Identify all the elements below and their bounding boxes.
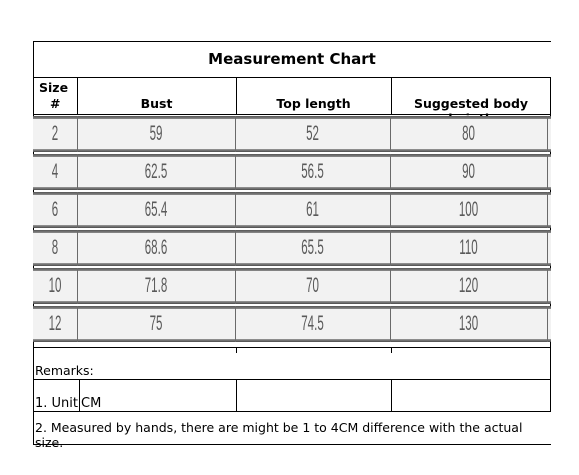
cell-bust: 68.6 xyxy=(144,236,168,259)
cell-size: 10 xyxy=(48,274,62,297)
table-row xyxy=(33,268,551,304)
cell-height: 130 xyxy=(458,312,479,335)
cell-top-length: 61 xyxy=(306,198,319,221)
cell-bust: 65.4 xyxy=(144,198,168,221)
col-tick-3 xyxy=(391,347,392,353)
remarks-divider xyxy=(33,379,551,380)
cell-bust: 71.8 xyxy=(144,274,168,297)
title-divider xyxy=(33,77,551,78)
unit-value: CM xyxy=(81,396,102,411)
unit-col-sep-3 xyxy=(391,379,392,412)
table-row xyxy=(33,306,551,342)
unit-col-sep-1 xyxy=(79,379,80,412)
header-top-length: Top length xyxy=(276,96,351,111)
cell-size: 4 xyxy=(51,160,59,183)
unit-label: 1. Unit xyxy=(35,396,78,411)
cell-size: 8 xyxy=(51,236,59,259)
col-tick-2 xyxy=(236,347,237,353)
cell-size: 6 xyxy=(51,198,59,221)
header-size xyxy=(39,80,68,112)
header-size-line1: Size xyxy=(39,80,69,95)
table-bottom xyxy=(33,347,551,348)
cell-height: 120 xyxy=(458,274,479,297)
table-row xyxy=(33,192,551,228)
cell-top-length: 56.5 xyxy=(301,160,324,183)
cell-height: 110 xyxy=(459,236,478,259)
cell-bust: 75 xyxy=(149,312,163,335)
measurement-chart-sheet xyxy=(33,41,551,450)
cell-height: 100 xyxy=(458,198,479,221)
measurement-note: 2. Measured by hands, there are might be 1 to 4CM difference with the actual size. xyxy=(35,420,523,450)
cell-bust: 59 xyxy=(149,122,163,145)
header-size-line2: # xyxy=(50,96,61,111)
cell-top-length: 74.5 xyxy=(301,312,324,335)
table-row xyxy=(33,116,551,152)
unit-divider xyxy=(33,411,551,412)
unit-col-sep-2 xyxy=(236,379,237,412)
cell-top-length: 65.5 xyxy=(301,236,324,259)
remarks-label: Remarks: xyxy=(35,363,94,378)
cell-size: 2 xyxy=(51,122,59,145)
cell-height: 90 xyxy=(462,160,475,183)
cell-top-length: 52 xyxy=(306,122,319,145)
cell-bust: 62.5 xyxy=(144,160,168,183)
chart-title: Measurement Chart xyxy=(208,50,376,68)
header-height: Suggested body xyxy=(413,96,529,111)
table-row xyxy=(33,230,551,266)
cell-height: 80 xyxy=(462,122,475,145)
cell-top-length: 70 xyxy=(306,274,319,297)
header-bust: Bust xyxy=(140,96,173,111)
cell-size: 12 xyxy=(48,312,62,335)
table-row xyxy=(33,154,551,190)
